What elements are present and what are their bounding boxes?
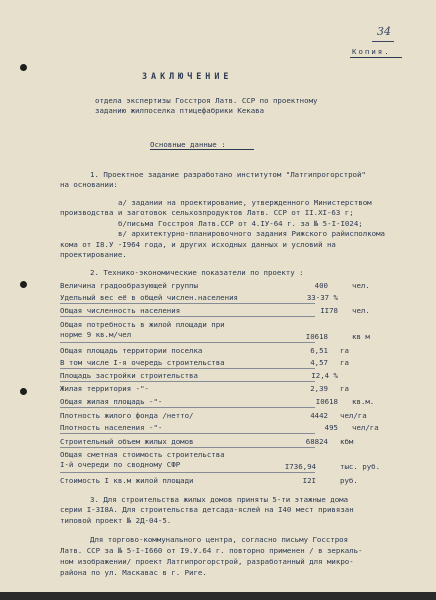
punch-hole bbox=[20, 281, 27, 288]
indicator-label: Общая жилая площадь -"- bbox=[60, 397, 163, 406]
indicator-value: I2I bbox=[302, 476, 316, 485]
table-rule bbox=[60, 407, 315, 408]
indicator-unit: га bbox=[340, 346, 349, 355]
indicator-value: I0618 bbox=[315, 397, 338, 406]
indicator-label: Удельный вес её в общей числен.населения bbox=[60, 293, 238, 302]
indicator-value: 495 bbox=[324, 423, 338, 432]
subtitle-line: заданию жилпоселка птицефабрики Кекава bbox=[95, 106, 265, 115]
table-rule bbox=[60, 303, 315, 304]
indicator-label: I-й очереди по сводному СФР bbox=[60, 460, 181, 469]
basis-line: кома от I8.У -I964 года, и других исходных данных и условий на bbox=[60, 240, 336, 249]
table-rule bbox=[60, 447, 315, 448]
indicator-unit: га bbox=[340, 358, 349, 367]
indicator-unit: кв.м. bbox=[352, 397, 375, 406]
indicator-label: Жилая территория -"- bbox=[60, 384, 149, 393]
table-rule bbox=[60, 316, 315, 317]
table-rule bbox=[60, 381, 315, 382]
indicator-unit: га bbox=[340, 384, 349, 393]
indicator-unit: кв м bbox=[352, 332, 370, 341]
indicator-label: Величина градообразующей группы bbox=[60, 281, 198, 290]
page-number: 34 bbox=[377, 25, 391, 38]
indicators-title: 2. Технико-экономические показатели по проекту : bbox=[90, 268, 304, 277]
indicator-label: Площадь застройки строительства bbox=[60, 371, 198, 380]
indicator-label: Общая потребность в жилой площади при bbox=[60, 320, 225, 329]
indicator-label: Плотность населения -"- bbox=[60, 423, 163, 432]
basis-line: проектирование. bbox=[60, 250, 127, 259]
table-rule bbox=[60, 472, 315, 473]
indicator-unit: тыс. руб. bbox=[340, 462, 381, 471]
indicator-value: 6,51 bbox=[310, 346, 328, 355]
indicator-unit: чел. bbox=[352, 281, 370, 290]
indicator-label: норме 9 кв.м/чел bbox=[60, 330, 132, 339]
indicator-label: Плотность жилого фонда /нетто/ bbox=[60, 411, 194, 420]
intro-line: 1. Проектное задание разработано институтом "Латгипрогорстрой" bbox=[90, 170, 366, 179]
section-title-underline bbox=[150, 149, 254, 150]
indicator-unit: чел/га bbox=[340, 411, 367, 420]
basis-line: б/письма Госстроя Латв.ССР от 4.IУ-64 г. за № 5-I-I024; bbox=[118, 219, 363, 228]
paragraph-4-line: ном изображении/ проект Латгипрогорстрой, разработанный для микро- bbox=[60, 557, 354, 566]
indicator-unit: руб. bbox=[340, 476, 358, 485]
indicator-value: I2,4 % bbox=[311, 371, 338, 380]
paragraph-3-line: серии I-3I8А. Для строительства детсада-яслей на I40 мест привязан bbox=[60, 505, 354, 514]
basis-line: а/ задании на проектирование, утвержденного Министерством bbox=[118, 198, 372, 207]
copy-stamp: Копия. bbox=[352, 47, 391, 56]
section-title: Основные данные : bbox=[150, 140, 226, 149]
indicator-label: В том числе I-я очередь строительства bbox=[60, 358, 225, 367]
indicator-unit: чел/га bbox=[352, 423, 379, 432]
paragraph-4-line: района по ул. Маскавас в г. Риге. bbox=[60, 568, 207, 577]
indicator-value: I736,94 bbox=[284, 462, 316, 471]
indicator-label: Общая численность населения bbox=[60, 306, 181, 315]
copy-stamp-underline bbox=[350, 57, 402, 58]
indicator-value: 4,57 bbox=[310, 358, 328, 367]
indicator-value: 400 bbox=[314, 281, 328, 290]
indicator-unit: кбм bbox=[340, 437, 354, 446]
subtitle-line: отдела экспертизы Госстроя Латв. ССР по проектному bbox=[95, 96, 318, 105]
paragraph-4-line: Латв. ССР за № 5-I-I660 от I9.У.64 г. повторно применен / в зеркаль- bbox=[60, 546, 363, 555]
indicator-label: Строительный объем жилых домов bbox=[60, 437, 194, 446]
indicator-value: 33-37 % bbox=[306, 293, 338, 302]
indicator-value: 4442 bbox=[310, 411, 328, 420]
punch-hole bbox=[20, 64, 27, 71]
indicator-label: Общая площадь территории поселка bbox=[60, 346, 203, 355]
table-rule bbox=[60, 342, 315, 343]
intro-line: на основании: bbox=[60, 180, 118, 189]
document-title: ЗАКЛЮЧЕНИЕ bbox=[142, 71, 233, 81]
paragraph-4-line: Для торгово-коммунального центра, согласно письму Госстроя bbox=[90, 535, 349, 544]
indicator-label: Общая сметная стоимость строительства bbox=[60, 450, 225, 459]
indicator-label: Стоимость I кв.м жилой площади bbox=[60, 476, 194, 485]
table-rule bbox=[60, 368, 315, 369]
indicator-unit: чел. bbox=[352, 306, 370, 315]
table-rule bbox=[60, 433, 315, 434]
indicator-value: II78 bbox=[320, 306, 338, 315]
basis-line: в/ архитектурно-планировочного задания Рижского райисполкома bbox=[118, 229, 385, 238]
punch-hole bbox=[20, 388, 27, 395]
indicator-value: 68824 bbox=[305, 437, 328, 446]
indicator-value: I0618 bbox=[305, 332, 328, 341]
page-number-underline bbox=[372, 41, 394, 42]
scan-edge bbox=[0, 592, 436, 600]
indicator-value: 2,39 bbox=[310, 384, 328, 393]
basis-line: производства и заготовок сельхозпродуктов Латв. ССР от II.XI-63 г; bbox=[60, 208, 354, 217]
paragraph-3-line: типовой проект № 2Д-04-5. bbox=[60, 516, 172, 525]
paragraph-3-line: 3. Для строительства жилых домов приняты 5-ти этажные дома bbox=[90, 495, 349, 504]
